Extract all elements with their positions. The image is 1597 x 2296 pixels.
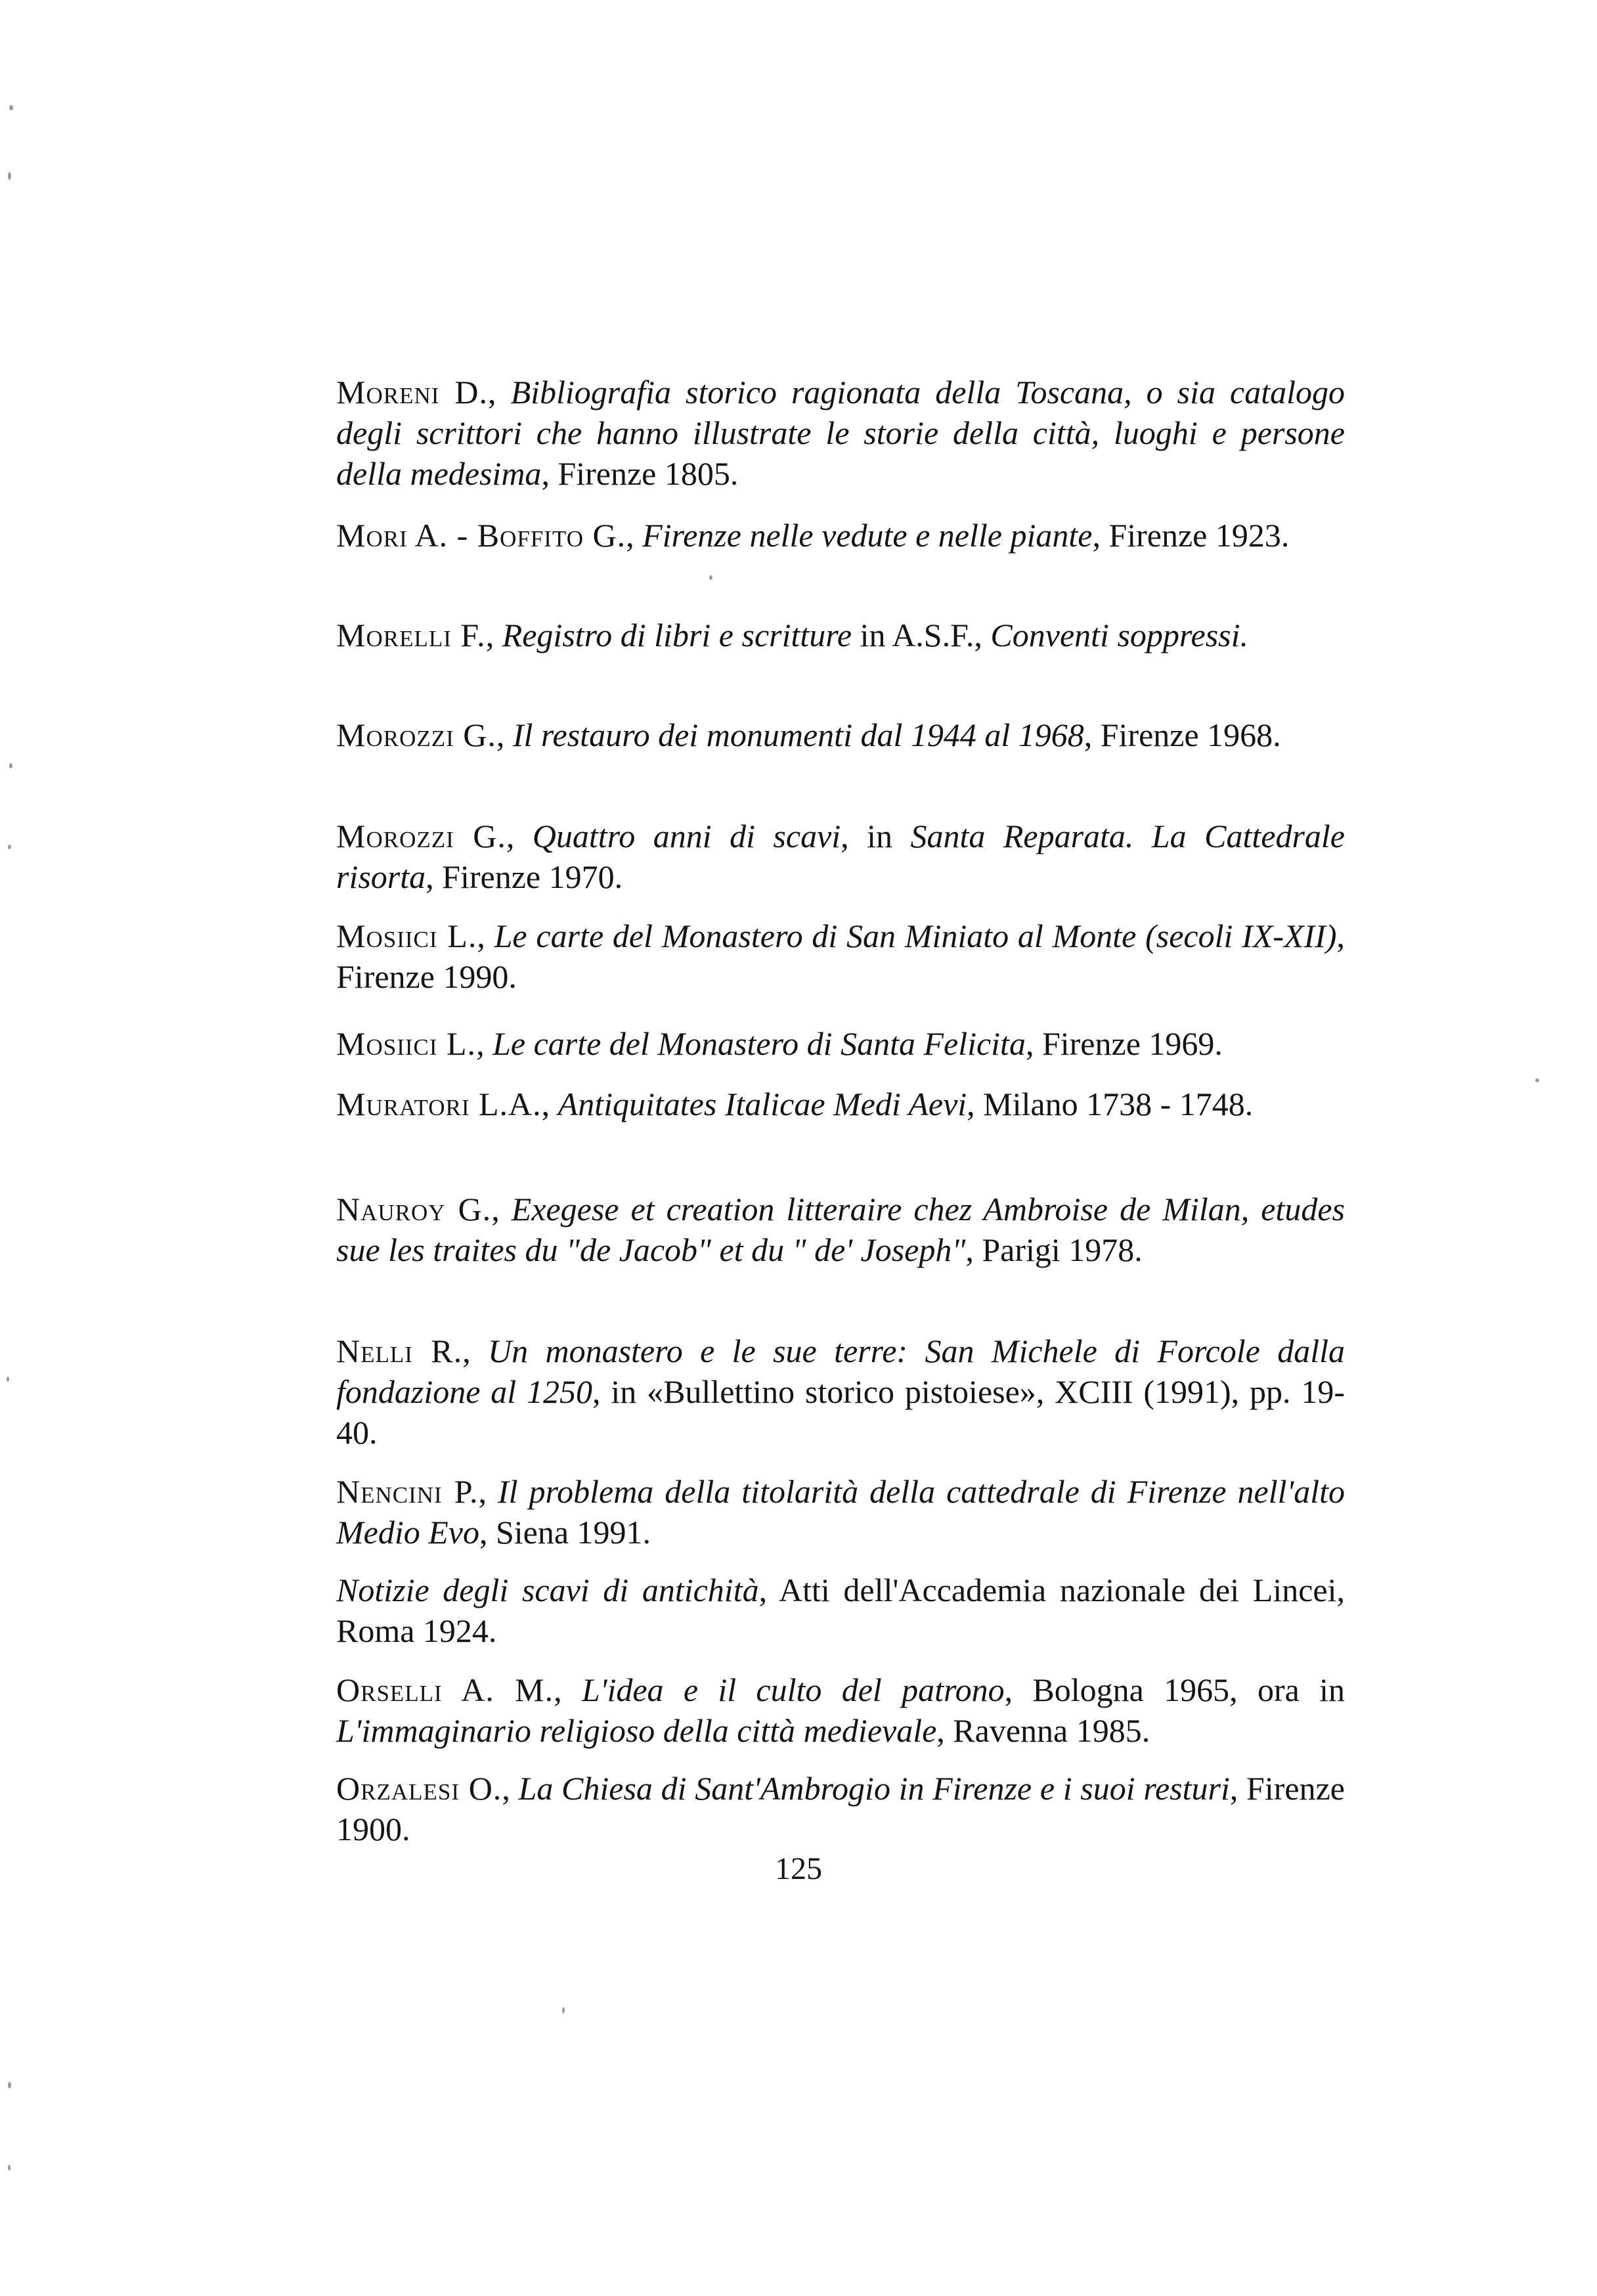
bibliography-entry: Nauroy G., Exegese et creation litteraire chez Ambroise de Milan, etudes sue les traites du "de Jacob" et du " de' Joseph", Parigi 1978. bbox=[336, 1191, 1345, 1268]
entry-title: L'idea e il culto del patrono bbox=[581, 1671, 1005, 1708]
entry-title: Bibliografia storico ragionata della Toscana, o sia catalogo degli scrittori che hanno illustrate le storie della città, luoghi e persone della medesima bbox=[336, 374, 1345, 492]
entry-author: Mori A. - Boffito G. bbox=[336, 517, 626, 554]
bibliography-entry: Mosiici L., Le carte del Monastero di Santa Felicita, Firenze 1969. bbox=[336, 1025, 1223, 1062]
entry-author: Nencini P. bbox=[336, 1473, 479, 1510]
entry-author: Mosiici L. bbox=[336, 1025, 477, 1062]
entry-author: Moreni D. bbox=[336, 374, 489, 410]
bibliography-entry: Mori A. - Boffito G., Firenze nelle vedute e nelle piante, Firenze 1923. bbox=[336, 517, 1290, 554]
bibliography-entry: Orzalesi O., La Chiesa di Sant'Ambrogio in Firenze e i suoi resturi, Firenze 1900. bbox=[336, 1770, 1345, 1847]
entry-title: Un monastero e le sue terre: San Michele di Forcole dalla fondazione al 1250 bbox=[336, 1333, 1345, 1410]
entry-title: Le carte del Monastero di Santa Felicita bbox=[492, 1025, 1026, 1062]
bibliography-entry: Moreni D., Bibliografia storico ragionata della Toscana, o sia catalogo degli scrittori che hanno illustrate le storie della città, luoghi e persone della medesima, Firenze 1805. bbox=[336, 374, 1345, 492]
scan-speck bbox=[8, 2082, 11, 2088]
entry-author: Morozzi G. bbox=[336, 717, 496, 753]
entry-title: Notizie degli scavi di antichità bbox=[336, 1572, 759, 1608]
entry-title: Registro di libri e scritture bbox=[502, 617, 852, 653]
bibliography-entry: Mosiici L., Le carte del Monastero di San Miniato al Monte (secoli IX-XII), Firenze 1990. bbox=[336, 917, 1345, 995]
bibliography-entry: Notizie degli scavi di antichità, Atti dell'Accademia nazionale dei Lincei, Roma 1924. bbox=[336, 1572, 1345, 1649]
bibliography-entry: Morozzi G., Il restauro dei monumenti dal 1944 al 1968, Firenze 1968. bbox=[336, 717, 1281, 753]
bibliography-entry: Morozzi G., Quattro anni di scavi, in Santa Reparata. La Cattedrale risorta, Firenze 1970. bbox=[336, 818, 1345, 895]
entry-author: Orzalesi O. bbox=[336, 1770, 502, 1807]
entry-title: Quattro anni di scavi bbox=[532, 818, 841, 854]
entry-author: Nauroy G. bbox=[336, 1191, 492, 1227]
scan-speck bbox=[8, 2165, 11, 2171]
bibliography-entry: Orselli A. M., L'idea e il culto del patrono, Bologna 1965, ora in L'immaginario religioso della città medievale, Ravenna 1985. bbox=[336, 1671, 1345, 1749]
entry-title: Firenze nelle vedute e nelle piante bbox=[642, 517, 1093, 554]
scan-speck bbox=[8, 845, 11, 849]
entry-author: Nelli R. bbox=[336, 1333, 463, 1369]
entry-title: Antiquitates Italicae Medi Aevi bbox=[558, 1086, 967, 1122]
entry-author: Morelli F. bbox=[336, 617, 486, 653]
entry-author: Orselli A. M. bbox=[336, 1671, 554, 1708]
entry-title: La Chiesa di Sant'Ambrogio in Firenze e i suoi resturi bbox=[518, 1770, 1230, 1807]
scan-speck bbox=[9, 105, 13, 110]
scan-speck bbox=[1535, 1078, 1539, 1082]
entry-author: Morozzi G. bbox=[336, 818, 506, 854]
entry-title: Il restauro dei monumenti dal 1944 al 1968 bbox=[512, 717, 1084, 753]
bibliography-entry: Nelli R., Un monastero e le sue terre: San Michele di Forcole dalla fondazione al 1250, in «Bullettino storico pistoiese», XCIII (1991), pp. 19-40. bbox=[336, 1333, 1345, 1451]
scan-speck bbox=[9, 763, 12, 768]
page-number: 125 bbox=[775, 1851, 822, 1886]
bibliography-entry: Morelli F., Registro di libri e scritture in A.S.F., Conventi soppressi. bbox=[336, 617, 1248, 653]
scan-speck bbox=[709, 575, 712, 580]
scan-speck bbox=[8, 172, 11, 180]
bibliography-entry: Nencini P., Il problema della titolarità della cattedrale di Firenze nell'alto Medio Evo, Siena 1991. bbox=[336, 1473, 1345, 1551]
entry-title: Le carte del Monastero di San Miniato al Monte (secoli IX-XII) bbox=[494, 917, 1337, 954]
entry-title: Exegese et creation litteraire chez Ambroise de Milan, etudes sue les traites du "de Jacob" et du " de' Joseph" bbox=[336, 1191, 1345, 1268]
entry-author: Muratori L.A. bbox=[336, 1086, 542, 1122]
scan-speck bbox=[562, 2007, 565, 2014]
bibliography-entry: Muratori L.A., Antiquitates Italicae Medi Aevi, Milano 1738 - 1748. bbox=[336, 1086, 1254, 1122]
entry-title: Il problema della titolarità della cattedrale di Firenze nell'alto Medio Evo bbox=[336, 1473, 1345, 1551]
scan-speck bbox=[7, 1377, 9, 1382]
entry-author: Mosiici L. bbox=[336, 917, 477, 954]
